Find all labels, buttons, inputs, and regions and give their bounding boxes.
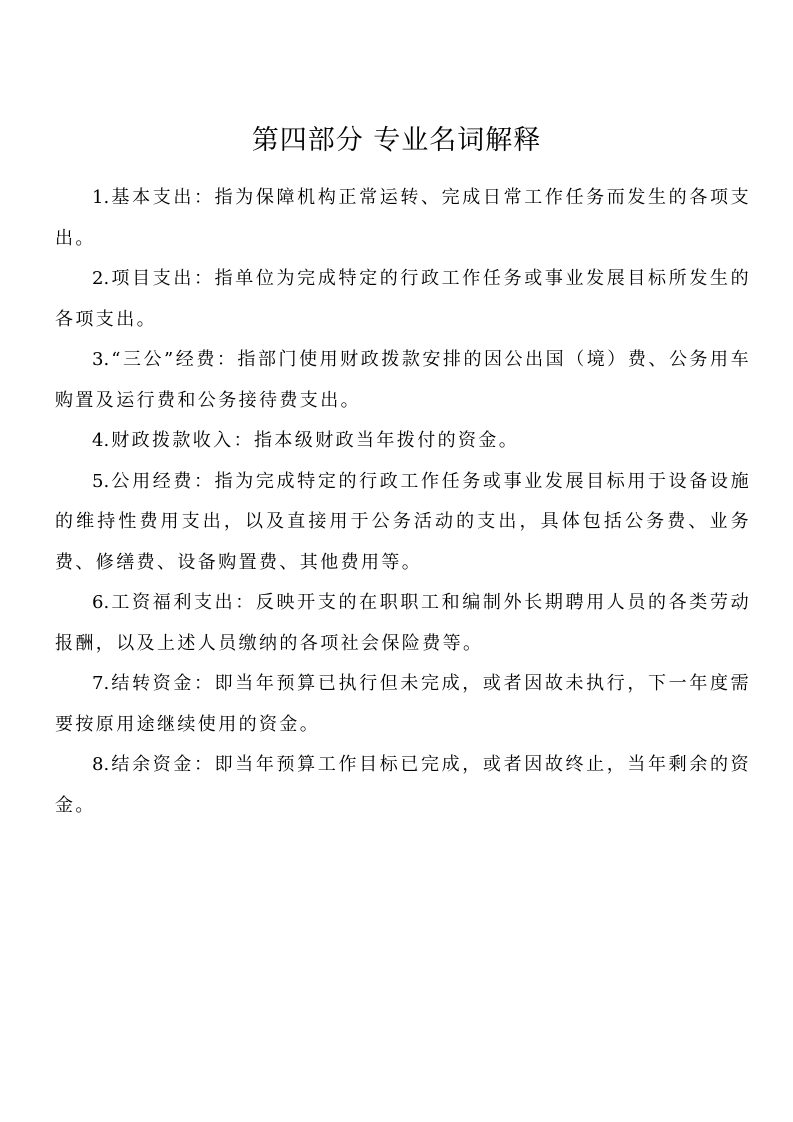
item-term: 基本支出： bbox=[111, 187, 215, 208]
item-text: 指为完成特定的行政工作任务或事业发展目标用于设备设施的维持性费用支出，以及直接用于公务活动的支出，具体包括公务费、业务费、修缮费、设备购置费、其他费用等。 bbox=[55, 470, 751, 573]
definition-item-1 bbox=[55, 178, 751, 259]
page-title: 第四部分 专业名词解释 bbox=[251, 125, 542, 156]
item-text: 反映开支的在职职工和编制外长期聘用人员的各类劳动报酬，以及上述人员缴纳的各项社会保险费等。 bbox=[55, 592, 751, 654]
item-number: 6. bbox=[92, 592, 110, 613]
definition-item-4 bbox=[55, 421, 751, 462]
definition-item-2 bbox=[55, 259, 751, 340]
item-number: 3. bbox=[92, 349, 110, 370]
definition-item-7 bbox=[55, 664, 751, 745]
item-term: 工资福利支出： bbox=[111, 592, 256, 613]
item-text: 指单位为完成特定的行政工作任务或事业发展目标所发生的各项支出。 bbox=[55, 268, 751, 330]
item-text: 指部门使用财政拨款安排的因公出国（境）费、公务用车购置及运行费和公务接待费支出。 bbox=[55, 349, 751, 411]
item-text: 即当年预算工作目标已完成，或者因故终止，当年剩余的资金。 bbox=[55, 754, 751, 816]
item-number: 8. bbox=[92, 754, 110, 775]
item-number: 1. bbox=[92, 187, 110, 208]
item-term: 财政拨款收入： bbox=[111, 430, 254, 451]
definitions-list bbox=[55, 178, 751, 826]
definition-item-5 bbox=[55, 462, 751, 584]
item-term: 项目支出： bbox=[111, 268, 215, 289]
definition-item-6 bbox=[55, 583, 751, 664]
item-number: 7. bbox=[92, 673, 110, 694]
item-number: 2. bbox=[92, 268, 110, 289]
item-text: 即当年预算已执行但未完成，或者因故未执行，下一年度需要按原用途继续使用的资金。 bbox=[55, 673, 751, 735]
item-term: 公用经费： bbox=[111, 470, 215, 492]
definition-item-3 bbox=[55, 340, 751, 421]
item-term: 结余资金： bbox=[111, 754, 215, 775]
item-text: 指为保障机构正常运转、完成日常工作任务而发生的各项支出。 bbox=[55, 187, 751, 249]
item-term: 结转资金： bbox=[111, 673, 215, 694]
item-number: 4. bbox=[92, 430, 110, 451]
item-number: 5. bbox=[92, 470, 110, 492]
definition-item-8 bbox=[55, 745, 751, 826]
item-term: “三公”经费： bbox=[111, 349, 238, 370]
item-text: 指本级财政当年拨付的资金。 bbox=[254, 430, 520, 451]
